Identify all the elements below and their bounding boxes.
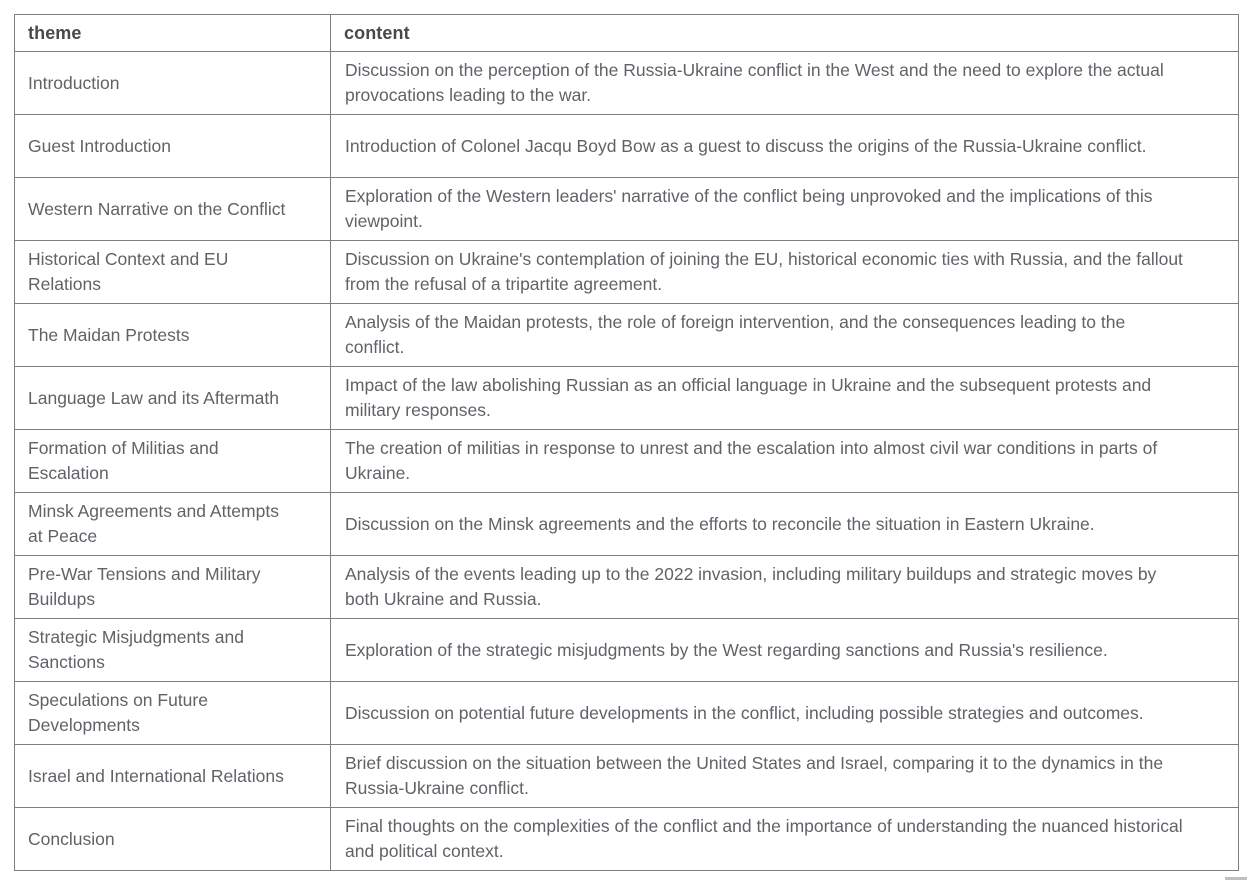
column-header-theme: theme (15, 15, 331, 52)
theme-cell: Conclusion (15, 808, 331, 871)
theme-cell: Formation of Militias and Escalation (15, 430, 331, 493)
content-cell: Impact of the law abolishing Russian as an official language in Ukraine and the subsequent protests and military responses. (331, 367, 1239, 430)
theme-cell: Strategic Misjudgments and Sanctions (15, 619, 331, 682)
content-cell: Analysis of the Maidan protests, the role of foreign intervention, and the consequences leading to the conflict. (331, 304, 1239, 367)
theme-cell: Western Narrative on the Conflict (15, 178, 331, 241)
table-row (15, 52, 1239, 115)
content-cell: Discussion on Ukraine's contemplation of joining the EU, historical economic ties with Russia, and the fallout from the refusal of a tripartite agreement. (331, 241, 1239, 304)
table-row (15, 493, 1239, 556)
table-row (15, 367, 1239, 430)
bottom-right-fragment (1225, 877, 1247, 885)
theme-cell: Minsk Agreements and Attempts at Peace (15, 493, 331, 556)
theme-cell: Pre-War Tensions and Military Buildups (15, 556, 331, 619)
theme-cell: Language Law and its Aftermath (15, 367, 331, 430)
content-cell: Brief discussion on the situation between the United States and Israel, comparing it to the dynamics in the Russia-Ukraine conflict. (331, 745, 1239, 808)
table-row (15, 115, 1239, 178)
content-cell: The creation of militias in response to unrest and the escalation into almost civil war conditions in parts of Ukraine. (331, 430, 1239, 493)
table-row (15, 745, 1239, 808)
theme-cell: Israel and International Relations (15, 745, 331, 808)
table-row (15, 619, 1239, 682)
table-row (15, 682, 1239, 745)
theme-cell: Historical Context and EU Relations (15, 241, 331, 304)
theme-cell: Guest Introduction (15, 115, 331, 178)
content-cell: Discussion on the Minsk agreements and the efforts to reconcile the situation in Eastern Ukraine. (331, 493, 1239, 556)
table-row (15, 808, 1239, 871)
table-row (15, 241, 1239, 304)
themes-content-table (14, 14, 1239, 871)
content-cell: Exploration of the strategic misjudgments by the West regarding sanctions and Russia's resilience. (331, 619, 1239, 682)
content-cell: Discussion on the perception of the Russia-Ukraine conflict in the West and the need to explore the actual provocations leading to the war. (331, 52, 1239, 115)
theme-cell: Speculations on Future Developments (15, 682, 331, 745)
table-row (15, 304, 1239, 367)
theme-cell: The Maidan Protests (15, 304, 331, 367)
table-header-row (15, 15, 1239, 52)
table-row (15, 178, 1239, 241)
column-header-content: content (331, 15, 1239, 52)
content-cell: Discussion on potential future developments in the conflict, including possible strategies and outcomes. (331, 682, 1239, 745)
content-cell: Final thoughts on the complexities of the conflict and the importance of understanding the nuanced historical and political context. (331, 808, 1239, 871)
table-row (15, 430, 1239, 493)
theme-cell: Introduction (15, 52, 331, 115)
table-row (15, 556, 1239, 619)
content-cell: Introduction of Colonel Jacqu Boyd Bow as a guest to discuss the origins of the Russia-Ukraine conflict. (331, 115, 1239, 178)
content-cell: Exploration of the Western leaders' narrative of the conflict being unprovoked and the implications of this viewpoint. (331, 178, 1239, 241)
content-cell: Analysis of the events leading up to the 2022 invasion, including military buildups and strategic moves by both Ukraine and Russia. (331, 556, 1239, 619)
